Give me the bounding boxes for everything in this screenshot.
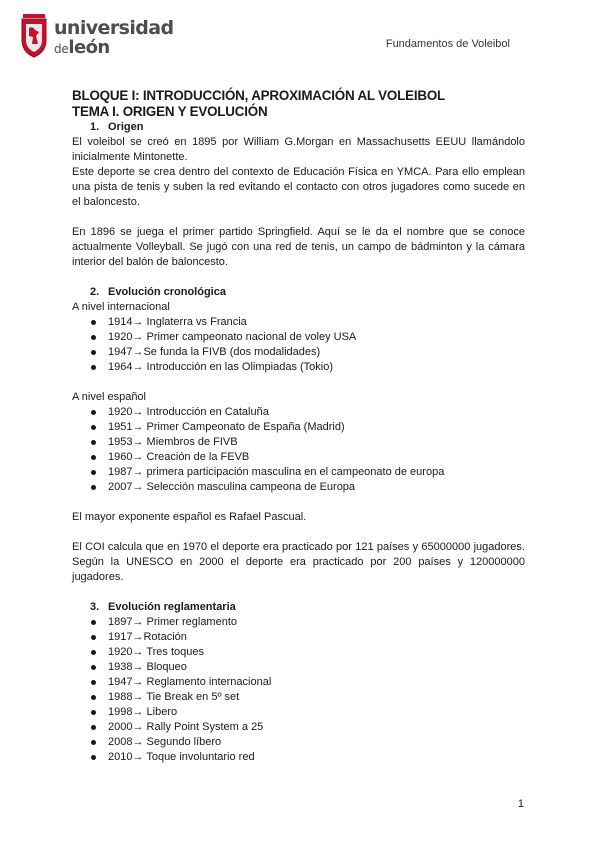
paragraph: Este deporte se crea dentro del contexto de Educación Física en YMCA. Para ello emplean una pista de tenis y suben la red evitando el contacto con otros jugadores como sucede en el baloncesto. xyxy=(72,166,525,208)
list-item: 2007→ Selección masculina campeona de Europa xyxy=(90,480,525,495)
list-item: 1914→ Inglaterra vs Francia xyxy=(90,315,525,330)
paragraph: El voleibol se creó en 1895 por William G.Morgan en Massachusetts EEUU llamándolo inicialmente Mintonette. xyxy=(72,136,525,163)
list-reglamentaria xyxy=(72,615,525,765)
list-item: 1988→ Tie Break en 5º set xyxy=(90,690,525,705)
section-heading-reglamentaria xyxy=(72,600,525,615)
list-item: 1953→ Miembros de FIVB xyxy=(90,435,525,450)
section-number: 1. xyxy=(90,121,100,133)
tema-heading: TEMA I. ORIGEN Y EVOLUCIÓN xyxy=(72,104,268,119)
section-heading-origen xyxy=(72,120,525,135)
paragraph: En 1896 se juega el primer partido Springfield. Aquí se le da el nombre que se conoce actualmente Volleyball. Se jugó con una red de tenis, un campo de bádminton y la cámara interior del balón de baloncesto. xyxy=(72,226,525,268)
list-item: 1998→ Libero xyxy=(90,705,525,720)
list-label-espanol: A nivel español xyxy=(72,391,146,403)
document-header-title: Fundamentos de Voleibol xyxy=(385,38,510,50)
paragraph: El mayor exponente español es Rafael Pascual. xyxy=(72,511,307,523)
section-number: 3. xyxy=(90,601,100,613)
list-item: 1964→ Introducción en las Olimpiadas (Tokio) xyxy=(90,360,525,375)
list-item: 1917→Rotación xyxy=(90,630,525,645)
list-item: 1920→ Introducción en Cataluña xyxy=(90,405,525,420)
logo-text-universidad: universidad xyxy=(54,17,174,39)
list-item: 1920→ Primer campeonato nacional de voley USA xyxy=(90,330,525,345)
logo-text-de: de xyxy=(54,42,69,56)
paragraph: El COI calcula que en 1970 el deporte era practicado por 121 países y 65000000 jugadores. Según la UNESCO en 2000 el deporte era practicado por 200 países y 120000000 jugadores. xyxy=(72,541,525,583)
document-body xyxy=(72,88,525,765)
list-internacional xyxy=(72,315,525,375)
list-item: 1947→Se funda la FIVB (dos modalidades) xyxy=(90,345,525,360)
list-item: 1920→ Tres toques xyxy=(90,645,525,660)
list-label-internacional: A nivel internacional xyxy=(72,301,170,313)
section-title: Origen xyxy=(108,121,144,133)
list-item: 1951→ Primer Campeonato de España (Madrid) xyxy=(90,420,525,435)
section-heading-cronologica xyxy=(72,285,525,300)
shield-icon xyxy=(21,14,47,58)
list-item: 2010→ Toque involuntario red xyxy=(90,750,525,765)
list-espanol xyxy=(72,405,525,495)
section-number: 2. xyxy=(90,286,100,298)
list-item: 1987→ primera participación masculina en el campeonato de europa xyxy=(90,465,525,480)
university-logo xyxy=(21,14,174,60)
list-item: 1938→ Bloqueo xyxy=(90,660,525,675)
list-item: 2008→ Segundo líbero xyxy=(90,735,525,750)
logo-text-leon xyxy=(54,37,110,58)
list-item: 1960→ Creación de la FEVB xyxy=(90,450,525,465)
logo-text-leon-word: león xyxy=(68,37,110,58)
list-item: 1947→ Reglamento internacional xyxy=(90,675,525,690)
list-item: 2000→ Rally Point System a 25 xyxy=(90,720,525,735)
section-title: Evolución reglamentaria xyxy=(108,601,236,613)
list-item: 1897→ Primer reglamento xyxy=(90,615,525,630)
bloque-heading: BLOQUE I: INTRODUCCIÓN, APROXIMACIÓN AL VOLEIBOL xyxy=(72,88,446,103)
section-title: Evolución cronológica xyxy=(108,286,226,298)
page-number: 1 xyxy=(517,798,524,810)
